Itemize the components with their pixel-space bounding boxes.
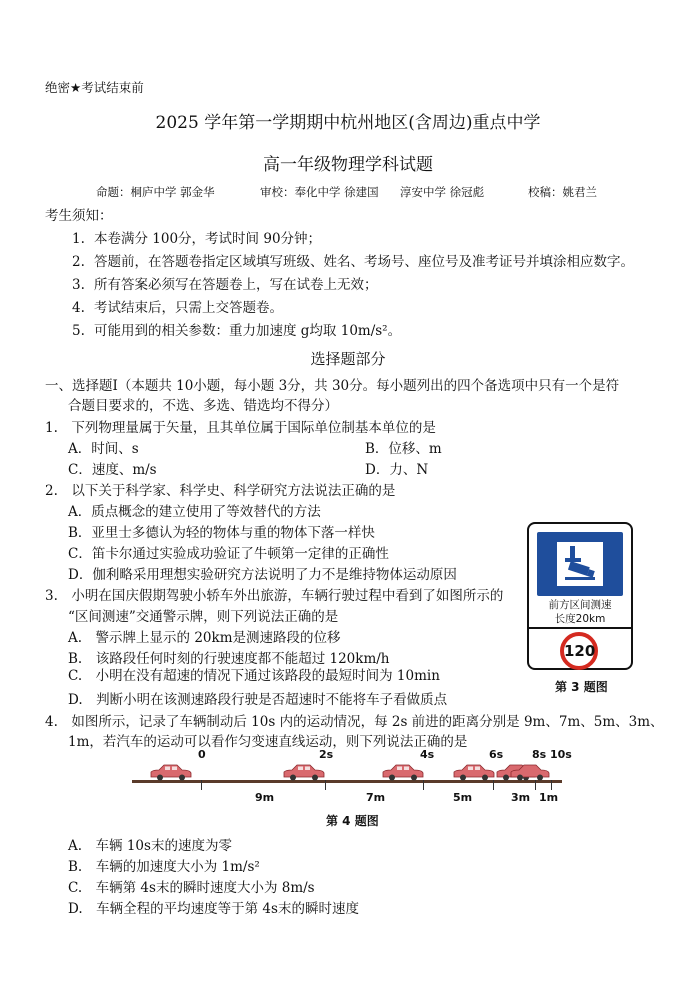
tick-mark: [493, 780, 494, 790]
tick-mark: [551, 780, 552, 790]
author-proofreader: 校稿：姚君兰: [528, 185, 597, 199]
distance-label: 7m: [366, 791, 386, 804]
speed-camera-icon: [557, 542, 603, 586]
time-label: 4s: [420, 748, 435, 761]
distance-label: 5m: [453, 791, 473, 804]
distance-label: 1m: [539, 791, 559, 804]
question-4-stem-cont: 1m，若汽车的运动可以看作匀变速直线运动，则下列说法正确的是: [68, 734, 468, 750]
time-label: 0: [198, 748, 206, 761]
q3-option-b: B. 该路段任何时刻的行驶速度都不能超过 120km/h: [68, 651, 390, 667]
q4-option-a: A. 车辆 10s末的速度为零: [68, 838, 232, 854]
notice-item: 1. 本卷满分 100分，考试时间 90分钟；: [72, 231, 322, 247]
section-instruction-cont: 合题目要求的，不选、多选、错选均不得分）: [68, 398, 338, 414]
speed-camera-sign: [527, 522, 633, 670]
time-label: 6s: [489, 748, 504, 761]
car-icon: [150, 764, 192, 781]
question-3-stem-cont: “区间测速”交通警示牌，则下列说法正确的是: [68, 609, 339, 625]
author-reviewer-2: 淳安中学 徐冠彪: [400, 185, 485, 199]
q2-option-d: D．伽利略采用理想实验研究方法说明了力不是维持物体运动原因: [68, 567, 457, 583]
q2-option-a: A．质点概念的建立使用了等效替代的方法: [68, 504, 321, 520]
q1-option-b: B．位移、m: [365, 441, 442, 457]
notice-item: 3. 所有答案必须写在答题卷上，写在试卷上无效；: [72, 277, 378, 293]
car-icon: [283, 764, 325, 781]
notice-title: 考生须知：: [45, 208, 113, 224]
part-title: 选择题部分: [310, 350, 386, 368]
car-icon: [453, 764, 495, 781]
sign-blue-panel: [537, 532, 623, 596]
speed-limit-badge: 120: [560, 632, 598, 670]
q1-option-c: C．速度、m/s: [68, 462, 157, 478]
distance-label: 9m: [255, 791, 275, 804]
section-instruction: 一、选择题Ⅰ（本题共 10小题，每小题 3分，共 30分。每小题列出的四个备选项中只有一个是符: [45, 378, 620, 394]
q3-option-d: D. 判断小明在该测速路段行驶是否超速时不能将车子看做质点: [68, 692, 448, 708]
author-proposer: 命题：桐庐中学 郭金华: [96, 185, 215, 199]
q1-option-a: A．时间、s: [68, 441, 139, 457]
tick-mark: [325, 780, 326, 790]
notice-item: 5. 可能用到的相关参数：重力加速度 g均取 10m/s²。: [72, 323, 402, 339]
tick-mark: [423, 780, 424, 790]
tick-mark: [535, 780, 536, 790]
car-icon: [382, 764, 424, 781]
q3-option-a: A. 警示牌上显示的 20km是测速路段的位移: [68, 630, 341, 646]
question-3-stem: 3. 小明在国庆假期驾驶小轿车外出旅游，车辆行驶过程中看到了如图所示的: [45, 588, 504, 604]
figure-4-caption: 第 4 题图: [326, 814, 379, 828]
q4-option-b: B. 车辆的加速度大小为 1m/s²: [68, 859, 260, 875]
q3-option-c: C. 小明在没有超速的情况下通过该路段的最短时间为 10min: [68, 668, 440, 684]
question-1-stem: 1. 下列物理量属于矢量，且其单位属于国际单位制基本单位的是: [45, 420, 436, 436]
q2-option-b: B．亚里士多德认为轻的物体与重的物体下落一样快: [68, 525, 375, 541]
distance-label: 3m: [511, 791, 531, 804]
sign-divider: [529, 627, 631, 629]
camera-panel: [557, 542, 603, 586]
exam-subtitle: 高一年级物理学科试题: [263, 155, 433, 175]
notice-item: 4. 考试结束后，只需上交答题卷。: [72, 300, 283, 316]
sign-text: 前方区间测速 长度20km: [548, 599, 612, 625]
q4-option-c: C. 车辆第 4s末的瞬时速度大小为 8m/s: [68, 880, 315, 896]
exam-title: 2025 学年第一学期期中杭州地区(含周边)重点中学: [155, 113, 541, 133]
figure-3-caption: 第 3 题图: [555, 680, 608, 694]
q1-option-d: D．力、N: [365, 462, 429, 478]
confidential-mark: 绝密★考试结束前: [45, 80, 144, 95]
q2-option-c: C．笛卡尔通过实验成功验证了牛顿第一定律的正确性: [68, 546, 389, 562]
q4-option-d: D. 车辆全程的平均速度等于第 4s末的瞬时速度: [68, 901, 359, 917]
question-2-stem: 2. 以下关于科学家、科学史、科学研究方法说法正确的是: [45, 483, 396, 499]
time-label: 2s: [319, 748, 334, 761]
notice-item: 2. 答题前，在答题卷指定区域填写班级、姓名、考场号、座位号及准考证号并填涂相应数字。: [72, 254, 634, 270]
author-reviewer-1: 审校：奉化中学 徐建国: [260, 185, 379, 199]
tick-mark: [201, 780, 202, 790]
time-label: 8s: [532, 748, 547, 761]
braking-diagram: [0, 744, 696, 810]
question-4-stem: 4. 如图所示，记录了车辆制动后 10s 内的运动情况，每 2s 前进的距离分别是 9m、7m、5m、3m、: [45, 714, 664, 730]
time-label: 10s: [550, 748, 572, 761]
car-icon: [510, 764, 550, 781]
